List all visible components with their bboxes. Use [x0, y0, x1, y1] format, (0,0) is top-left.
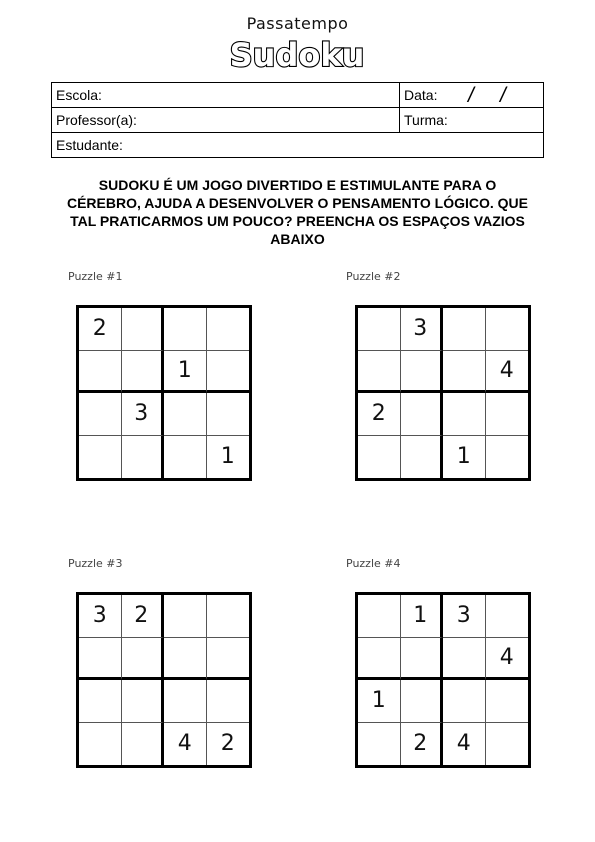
sudoku-cell[interactable]	[207, 638, 250, 681]
puzzle-2-label: Puzzle #2	[346, 270, 401, 283]
sudoku-cell[interactable]: 1	[220, 444, 235, 470]
teacher-field[interactable]	[52, 108, 400, 133]
sudoku-cell[interactable]: 2	[358, 393, 401, 436]
date-label: Data:	[404, 87, 438, 103]
puzzle-1-label: Puzzle #1	[68, 270, 123, 283]
sudoku-cell[interactable]	[358, 308, 401, 351]
school-field[interactable]	[52, 83, 400, 108]
date-slash-1: /	[468, 84, 474, 107]
sudoku-cell[interactable]	[486, 723, 529, 766]
sudoku-cell[interactable]	[79, 393, 122, 436]
puzzle-2-grid	[355, 305, 531, 481]
puzzle-4-grid	[355, 592, 531, 768]
sudoku-cell[interactable]	[358, 436, 401, 479]
sudoku-cell[interactable]: 4	[486, 351, 529, 394]
class-field[interactable]	[400, 108, 544, 133]
sudoku-cell[interactable]	[164, 393, 207, 436]
sudoku-cell[interactable]	[358, 723, 401, 766]
sudoku-cell[interactable]	[164, 638, 207, 681]
school-label: Escola:	[56, 87, 102, 103]
sudoku-cell[interactable]	[79, 723, 122, 766]
student-field[interactable]	[52, 133, 544, 158]
puzzle-3-label: Puzzle #3	[68, 557, 123, 570]
sudoku-cell[interactable]	[358, 351, 401, 394]
sudoku-cell[interactable]: 1	[401, 595, 444, 638]
sudoku-cell[interactable]	[122, 436, 165, 479]
sudoku-cell[interactable]	[358, 638, 401, 681]
date-slash-2: /	[500, 84, 506, 107]
subtitle: Passatempo	[246, 14, 349, 33]
student-label: Estudante:	[56, 137, 123, 153]
sudoku-cell[interactable]	[79, 436, 122, 479]
sudoku-cell[interactable]: 1	[358, 680, 401, 723]
sudoku-cell[interactable]	[443, 351, 486, 394]
sudoku-cell[interactable]: 2	[220, 731, 235, 757]
teacher-label: Professor(a):	[56, 112, 137, 128]
sudoku-cell[interactable]	[486, 393, 529, 436]
class-label: Turma:	[404, 112, 448, 128]
sudoku-cell[interactable]	[443, 680, 486, 723]
sudoku-cell[interactable]: 3	[401, 308, 444, 351]
sudoku-cell[interactable]	[486, 680, 529, 723]
sudoku-cell[interactable]: 4	[164, 723, 207, 766]
sudoku-cell[interactable]	[207, 351, 250, 394]
sudoku-cell[interactable]	[79, 351, 122, 394]
sudoku-cell[interactable]	[122, 638, 165, 681]
sudoku-cell[interactable]	[79, 680, 122, 723]
sudoku-cell[interactable]	[164, 595, 207, 638]
puzzle-4-label: Puzzle #4	[346, 557, 401, 570]
sudoku-cell[interactable]	[443, 308, 486, 351]
sudoku-cell[interactable]	[207, 595, 250, 638]
sudoku-cell[interactable]	[486, 308, 529, 351]
sudoku-cell[interactable]	[401, 680, 444, 723]
sudoku-cell[interactable]	[122, 308, 165, 351]
sudoku-cell[interactable]: 3	[443, 595, 486, 638]
sudoku-cell[interactable]	[401, 351, 444, 394]
sudoku-cell[interactable]: 1	[443, 436, 486, 479]
sudoku-cell[interactable]	[486, 436, 529, 479]
sudoku-cell[interactable]	[164, 436, 207, 479]
sudoku-cell[interactable]: 3	[122, 393, 165, 436]
sudoku-cell[interactable]: 4	[486, 638, 529, 681]
sudoku-cell[interactable]	[122, 723, 165, 766]
sudoku-cell[interactable]	[207, 308, 250, 351]
sudoku-title-text: Sudoku	[229, 36, 365, 74]
sudoku-cell[interactable]	[486, 595, 529, 638]
sudoku-cell[interactable]	[358, 595, 401, 638]
instructions-text: SUDOKU É UM JOGO DIVERTIDO E ESTIMULANTE PARA O CÉREBRO, AJUDA A DESENVOLVER O PENSAMENTO LÓGICO. QUE TAL PRATICARMOS UM POUCO? PREENCHA OS ESPAÇOS VAZIOS ABAIXO	[66, 177, 528, 247]
sudoku-cell[interactable]: 2	[79, 308, 122, 351]
sudoku-cell[interactable]	[164, 680, 207, 723]
sudoku-cell[interactable]	[443, 638, 486, 681]
sudoku-cell[interactable]	[122, 680, 165, 723]
sudoku-cell[interactable]: 4	[443, 723, 486, 766]
date-field[interactable]	[400, 83, 544, 108]
student-info-table	[51, 82, 544, 158]
sudoku-cell[interactable]	[207, 393, 250, 436]
puzzle-3-grid	[76, 592, 252, 768]
sudoku-cell[interactable]	[443, 393, 486, 436]
puzzle-1-grid	[76, 305, 252, 481]
sudoku-cell[interactable]: 2	[122, 595, 165, 638]
sudoku-cell[interactable]: 2	[401, 723, 444, 766]
sudoku-cell[interactable]	[79, 638, 122, 681]
sudoku-cell[interactable]	[401, 393, 444, 436]
sudoku-cell[interactable]: 1	[164, 351, 207, 394]
sudoku-cell[interactable]: 3	[79, 595, 122, 638]
sudoku-title	[197, 34, 397, 74]
sudoku-cell[interactable]	[164, 308, 207, 351]
sudoku-cell[interactable]	[401, 638, 444, 681]
sudoku-cell[interactable]	[122, 351, 165, 394]
sudoku-cell[interactable]	[401, 436, 444, 479]
sudoku-cell[interactable]	[207, 680, 250, 723]
